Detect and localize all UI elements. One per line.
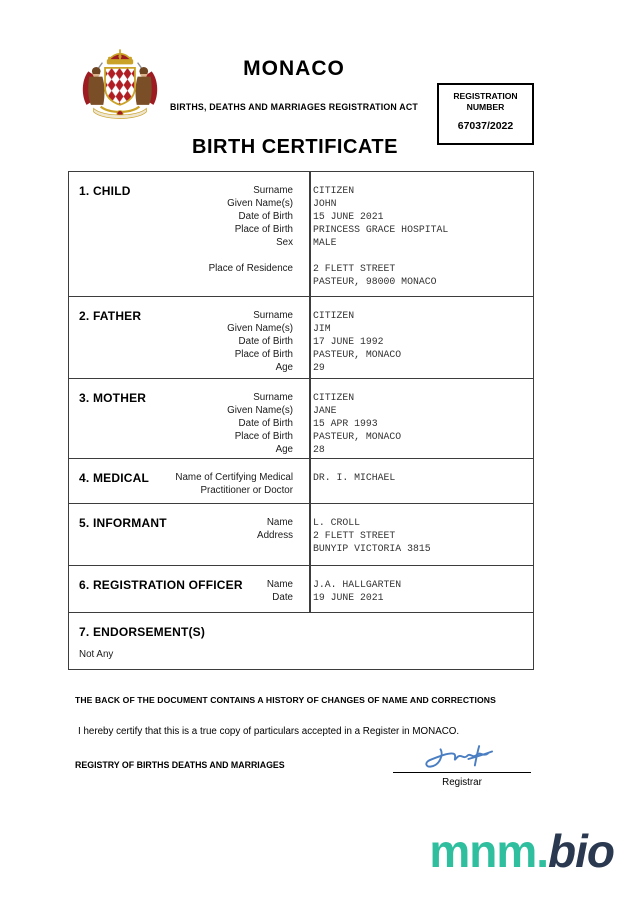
field-value: PASTEUR, MONACO <box>313 431 402 442</box>
field-value: L. CROLL <box>313 517 361 528</box>
act-subtitle: BIRTHS, DEATHS AND MARRIAGES REGISTRATION ACT <box>170 102 418 112</box>
field-value: DR. I. MICHAEL <box>313 472 396 483</box>
field-value: 2 FLETT STREET <box>313 530 396 541</box>
field-value <box>301 484 313 497</box>
field-label: Age <box>275 362 293 373</box>
column-divider <box>309 504 311 565</box>
field-row <box>69 197 533 210</box>
field-row <box>69 335 533 348</box>
field-row <box>69 275 533 288</box>
registration-label-line2: NUMBER <box>466 101 505 112</box>
field-row <box>69 443 533 456</box>
field-label <box>69 275 301 288</box>
field-value: 2 FLETT STREET <box>313 263 396 274</box>
field-value: MALE <box>313 237 337 248</box>
field-row <box>69 404 533 417</box>
field-row <box>69 484 533 497</box>
section-child <box>69 172 533 297</box>
section-heading: 4. MEDICAL <box>79 471 150 485</box>
section-registration-officer <box>69 566 533 613</box>
field-row <box>69 249 533 262</box>
column-divider <box>309 566 311 612</box>
field-row <box>69 184 533 197</box>
field-row <box>69 361 533 374</box>
field-label: Place of Birth <box>234 224 293 235</box>
field-label: Address <box>257 530 293 541</box>
field-label: Name <box>266 579 293 590</box>
field-value: BUNYIP VICTORIA 3815 <box>313 543 431 554</box>
column-divider <box>309 379 311 458</box>
registrar-signature-scrawl-icon <box>407 744 517 774</box>
column-divider <box>309 297 311 378</box>
section-informant <box>69 504 533 566</box>
registry-title: REGISTRY OF BIRTHS DEATHS AND MARRIAGES <box>75 760 285 770</box>
registration-number: 67037/2022 <box>457 120 514 132</box>
field-row <box>69 430 533 443</box>
field-label: Given Name(s) <box>227 198 293 209</box>
section-heading: 2. FATHER <box>79 309 142 323</box>
section-father <box>69 297 533 379</box>
section-heading: 5. INFORMANT <box>79 516 167 530</box>
field-value: PRINCESS GRACE HOSPITAL <box>313 224 449 235</box>
field-row <box>69 223 533 236</box>
field-value: J.A. HALLGARTEN <box>313 579 402 590</box>
certificate-table <box>68 171 534 670</box>
certification-statement: I hereby certify that this is a true copy of particulars accepted in a Register in MONACO. <box>78 726 460 737</box>
field-value: PASTEUR, MONACO <box>313 349 402 360</box>
field-value: 29 <box>313 362 325 373</box>
field-label: Date <box>272 592 293 603</box>
endorsements-note: Not Any <box>79 649 114 660</box>
section-medical <box>69 459 533 504</box>
field-label: Date of Birth <box>238 418 293 429</box>
header <box>148 57 440 112</box>
section-endorsements <box>69 613 533 669</box>
field-label: Age <box>275 444 293 455</box>
field-value: 28 <box>313 444 325 455</box>
field-label <box>69 542 301 555</box>
column-divider <box>309 172 311 296</box>
document-title: BIRTH CERTIFICATE <box>192 136 398 158</box>
field-value: JANE <box>313 405 337 416</box>
field-label: Name of Certifying Medical <box>175 472 293 483</box>
logo-prefix: mnm. <box>429 825 549 877</box>
section-mother <box>69 379 533 459</box>
column-divider <box>309 459 311 503</box>
field-value: JIM <box>313 323 331 334</box>
field-label: Name <box>266 517 293 528</box>
logo-suffix: bio <box>548 825 614 877</box>
registration-label-line1: REGISTRATION <box>453 91 518 101</box>
mnm-bio-logo <box>429 824 614 878</box>
back-of-document-notice: THE BACK OF THE DOCUMENT CONTAINS A HISTORY OF CHANGES OF NAME AND CORRECTIONS <box>75 695 496 705</box>
field-row <box>69 529 533 542</box>
field-label: Sex <box>276 237 293 248</box>
signature-block <box>393 744 531 788</box>
field-row <box>69 262 533 275</box>
field-value: 19 JUNE 2021 <box>313 592 384 603</box>
field-row <box>69 322 533 335</box>
field-label: Surname <box>253 310 293 321</box>
field-label: Date of Birth <box>238 211 293 222</box>
field-label: Surname <box>253 185 293 196</box>
field-value: 15 APR 1993 <box>313 418 378 429</box>
field-label: Practitioner or Doctor <box>200 485 293 496</box>
section-heading: 7. ENDORSEMENT(S) <box>79 625 206 639</box>
field-label <box>69 249 301 262</box>
field-value: CITIZEN <box>313 392 355 403</box>
field-label: Given Name(s) <box>227 405 293 416</box>
field-label: Place of Birth <box>234 349 293 360</box>
field-label: Place of Residence <box>208 263 293 274</box>
country-title: MONACO <box>243 57 345 80</box>
section-heading: 3. MOTHER <box>79 391 147 405</box>
field-label: Place of Birth <box>234 431 293 442</box>
field-value: CITIZEN <box>313 310 355 321</box>
field-label: Date of Birth <box>238 336 293 347</box>
field-value: CITIZEN <box>313 185 355 196</box>
registrar-label: Registrar <box>442 777 482 788</box>
field-row <box>69 348 533 361</box>
field-value: JOHN <box>313 198 337 209</box>
section-heading: 1. CHILD <box>79 184 131 198</box>
field-label: Given Name(s) <box>227 323 293 334</box>
field-value <box>301 249 313 262</box>
field-value: PASTEUR, 98000 MONACO <box>313 276 437 287</box>
field-row <box>69 236 533 249</box>
field-row <box>69 417 533 430</box>
section-heading: 6. REGISTRATION OFFICER <box>79 578 243 592</box>
field-value: 17 JUNE 1992 <box>313 336 384 347</box>
field-value: 15 JUNE 2021 <box>313 211 384 222</box>
field-row <box>69 591 533 604</box>
field-row <box>69 210 533 223</box>
field-label: Surname <box>253 392 293 403</box>
field-row <box>69 542 533 555</box>
signature-line <box>393 772 531 773</box>
